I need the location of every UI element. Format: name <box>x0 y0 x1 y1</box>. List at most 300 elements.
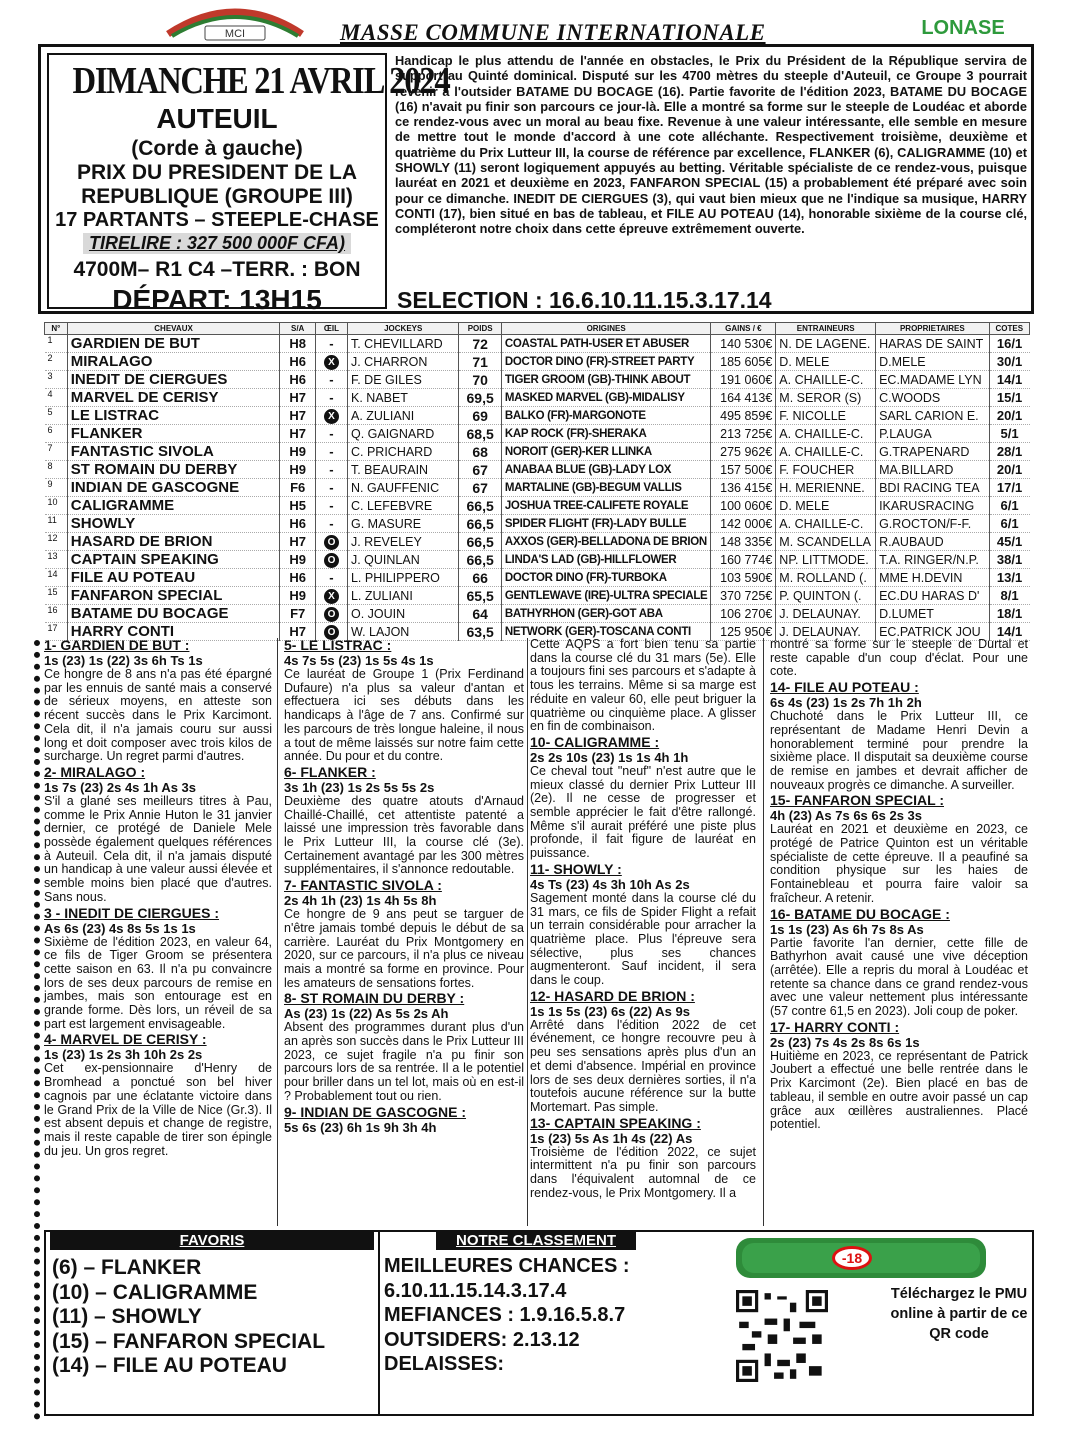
runner-number: 2 <box>45 353 68 371</box>
horse-comment-title: 6- FLANKER : <box>284 763 376 780</box>
runner-blinkers: - <box>315 425 347 443</box>
runner-origin: BATHYRHON (GER)-GOT ABA <box>501 605 711 623</box>
horse-comment-text: Sixième de l'édition 2023, en valeur 64, ce fils de Tiger Groom se présentera cette saison en 63. Il n'a pu convaincre lors de ses deux parcours de remise en jambes, mais son entourage est en grande forme. Dès lors, un réveil de sa part est largement envisageable. <box>44 934 272 1031</box>
runner-number: 15 <box>45 587 68 605</box>
horse-performance: 1s 1s 5s (23) 6s (22) As 9s <box>530 1003 690 1019</box>
race-partants: 17 PARTANTS – STEEPLE-CHASE <box>55 209 379 231</box>
runner-earnings: 140 530€ <box>711 335 776 353</box>
runner-jockey: T. CHEVILLARD <box>347 335 458 353</box>
favoris-list <box>52 1256 376 1379</box>
runner-earnings: 160 774€ <box>711 551 776 569</box>
runner-blinkers: - <box>315 443 347 461</box>
runner-number: 10 <box>45 497 68 515</box>
runner-weight: 68 <box>459 443 501 461</box>
mci-logo <box>160 4 310 42</box>
runner-odds: 15/1 <box>989 389 1029 407</box>
horse-performance: 2s 2s 10s (23) 1s 1s 4h 1h <box>530 749 689 765</box>
runner-jockey: Q. GAIGNARD <box>347 425 458 443</box>
horse-comment-title: 4- MARVEL DE CERISY : <box>44 1031 207 1048</box>
runner-blinkers: - <box>315 569 347 587</box>
table-row <box>45 353 1030 371</box>
runner-origin: DOCTOR DINO (FR)-STREET PARTY <box>501 353 711 371</box>
page-title: MASSE COMMUNE INTERNATIONALE <box>340 20 766 45</box>
table-row <box>45 605 1030 623</box>
runner-blinkers: - <box>315 371 347 389</box>
horse-comment-title: 14- FILE AU POTEAU : <box>770 679 919 696</box>
delaisses: DELAISSES: <box>384 1353 505 1376</box>
blinkers-icon: X <box>324 409 339 424</box>
runner-owner: MA.BILLARD <box>876 461 990 479</box>
runner-blinkers <box>315 587 347 605</box>
runner-sex-age: H9 <box>280 587 316 605</box>
runner-owner: EC.DU HARAS D' <box>876 587 990 605</box>
runner-odds: 8/1 <box>989 587 1029 605</box>
runner-odds: 18/1 <box>989 605 1029 623</box>
runner-owner: D.LUMET <box>876 605 990 623</box>
runner-sex-age: H8 <box>280 335 316 353</box>
runner-sex-age: H7 <box>280 407 316 425</box>
runner-earnings: 370 725€ <box>711 587 776 605</box>
runner-weight: 68,5 <box>459 425 501 443</box>
logo-left-text: MCI <box>224 28 246 40</box>
race-distance: 4700M– R1 C4 –TERR. : BON <box>73 258 361 281</box>
horse-comment-text: Ce lauréat de Groupe 1 (Prix Ferdinand Dufaure) n'a plus sa valeur d'antan et effectuera ici ses débuts dans les handicaps à l'âge de 7 ans. Confirmé sur les parcours de très longue haleine, il nous a tout de même laissés sur notre faim cette année. Du pour et du contre. <box>284 667 524 764</box>
horse-performance: 2s (23) 7s 4s 2s 8s 6s 1s <box>770 1034 920 1050</box>
table-row <box>45 515 1030 533</box>
horse-comment-title: 17- HARRY CONTI : <box>770 1018 900 1035</box>
runner-number: 14 <box>45 569 68 587</box>
race-info-panel <box>47 53 450 315</box>
runner-jockey: W. LAJON <box>347 623 458 641</box>
runner-blinkers <box>315 407 347 425</box>
runner-blinkers: - <box>315 515 347 533</box>
runner-origin: MARTALINE (GB)-BEGUM VALLIS <box>501 479 711 497</box>
runner-name: ST ROMAIN DU DERBY <box>67 461 280 479</box>
horse-performance: 6s 4s (23) 1s 2s 7h 1h 2h <box>770 695 922 711</box>
horse-comment-title: 9- INDIAN DE GASCOGNE : <box>284 1103 467 1120</box>
horse-comment-title: 3 - INEDIT DE CIERGUES : <box>44 904 220 921</box>
horse-comment-text: Lauréat en 2021 et deuxième en 2023, ce protégé de Patrice Quinton est un véritable spécialiste de cette épreuve. Il a peaufiné sa condition physique sur les haies de Fontainebleau et pourra faire valoir sa fraîcheur. A retenir. <box>770 822 1028 905</box>
horse-comment-text: Deuxième des quatre atouts d'Arnaud Chaillé-Chaillé, cet attentiste patenté a laissé une impression très favorable dans le Prix Lutteur III, la course clé (3e). Certainement avantagé par les 300 mètres supplémentaires, il s'annonce redoutable. <box>284 793 524 877</box>
runner-weight: 65,5 <box>459 587 501 605</box>
runner-trainer: N. DE LAGENE. <box>776 335 876 353</box>
runner-earnings: 100 060€ <box>711 497 776 515</box>
runner-trainer: H. MERIENNE. <box>776 479 876 497</box>
runner-odds: 38/1 <box>989 551 1029 569</box>
logo-right-text: LONASE <box>921 17 1005 39</box>
favori-item: (15) – FANFARON SPECIAL <box>52 1329 326 1353</box>
col-header-cotes: COTES <box>989 323 1029 335</box>
favoris-title: FAVORIS <box>50 1232 374 1250</box>
runner-origin: ANABAA BLUE (GB)-LADY LOX <box>501 461 711 479</box>
runner-number: 7 <box>45 443 68 461</box>
meilleures-label: MEILLEURES CHANCES : <box>384 1255 630 1277</box>
column-divider <box>527 638 528 1226</box>
runner-weight: 66,5 <box>459 515 501 533</box>
runner-odds: 6/1 <box>989 515 1029 533</box>
runner-weight: 66,5 <box>459 533 501 551</box>
horse-performance: As 6s (23) 4s 8s 5s 1s 1s <box>44 920 196 936</box>
runner-sex-age: F7 <box>280 605 316 623</box>
runner-owner: G.ROCTON/F-F. <box>876 515 990 533</box>
runner-earnings: 191 060€ <box>711 371 776 389</box>
runner-earnings: 275 962€ <box>711 443 776 461</box>
favori-item: (11) – SHOWLY <box>52 1305 202 1328</box>
runner-number: 6 <box>45 425 68 443</box>
runner-origin: MASKED MARVEL (GB)-MIDALISY <box>501 389 711 407</box>
runner-jockey: K. NABET <box>347 389 458 407</box>
runner-sex-age: H7 <box>280 533 316 551</box>
promo-inner <box>742 1243 980 1273</box>
runner-name: FILE AU POTEAU <box>67 569 280 587</box>
race-depart: DÉPART: 13H15 <box>112 284 322 315</box>
horse-comment-title: 1- GARDIEN DE BUT : <box>44 637 190 653</box>
blinkers-icon: X <box>324 589 339 604</box>
horse-comment-title: 16- BATAME DU BOCAGE : <box>770 905 950 922</box>
runner-blinkers: - <box>315 335 347 353</box>
runner-trainer: J. DELAUNAY. <box>776 605 876 623</box>
runner-weight: 64 <box>459 605 501 623</box>
runner-name: MARVEL DE CERISY <box>67 389 280 407</box>
runner-name: FANFARON SPECIAL <box>67 587 280 605</box>
runner-weight: 67 <box>459 479 501 497</box>
classement-list <box>384 1254 724 1377</box>
runner-number: 16 <box>45 605 68 623</box>
runner-blinkers: - <box>315 497 347 515</box>
runner-weight: 63,5 <box>459 623 501 641</box>
horse-comment-text: Ce hongre de 9 ans peut se targuer de n'être jamais tombé depuis le début de sa carrière. Lauréat du Prix Montgomery en 2020, sur ce parcours, il n'a plus ce niveau mais a montré sa forme en province. Pour les amateurs de sensations fortes. <box>284 907 524 990</box>
hood-icon: O <box>324 535 339 550</box>
runner-jockey: A. ZULIANI <box>347 407 458 425</box>
runner-trainer: J. DELAUNAY. <box>776 623 876 641</box>
runner-sex-age: H9 <box>280 551 316 569</box>
runner-earnings: 213 725€ <box>711 425 776 443</box>
horse-comment-text: Partie favorite l'an dernier, cette fille de Bathyrhon avait causé une vive déception (arrêtée). Elle a repris du moral à Loudéac et retente sa chance dans ce grand rendez-vous avec une valeur nettement plus intéressante (57 contre 61,5 en 2023). Joli coup de poker. <box>770 935 1028 1019</box>
runner-name: FANTASTIC SIVOLA <box>67 443 280 461</box>
runner-sex-age: H7 <box>280 389 316 407</box>
qr-download-text: Téléchargez le PMU online à partir de ce QR code <box>890 1286 1028 1342</box>
runner-origin: NETWORK (GER)-TOSCANA CONTI <box>501 623 711 641</box>
runner-number: 5 <box>45 407 68 425</box>
horse-performance: 2s 4h 1h (23) 1s 4h 5s 8h <box>284 893 437 909</box>
selection-line: SELECTION : 16.6.10.11.15.3.17.14 <box>397 287 772 313</box>
table-row <box>45 371 1030 389</box>
race-prix-line1: PRIX DU PRESIDENT DE LA <box>76 161 358 184</box>
runner-trainer: P. QUINTON (. <box>776 587 876 605</box>
runner-sex-age: H6 <box>280 353 316 371</box>
runner-blinkers: - <box>315 461 347 479</box>
horse-comment-text: Ce hongre de 8 ans n'a pas été épargné par les ennuis de santé mais a conservé de sérieux moyens, en atteste son récent succès dans le Prix Karcimont. Cela dit, il n'a jamais couru sur aussi long et doit composer avec trois kilos de surcharge. Un regret parmi d'autres. <box>44 667 272 764</box>
hood-icon: O <box>324 553 339 568</box>
runner-jockey: L. PHILIPPERO <box>347 569 458 587</box>
runner-blinkers: - <box>315 479 347 497</box>
horse-comment-text: Sagement monté dans la course clé du 31 mars, ce fils de Spider Flight a refait un terrain considérable pour arracher la quatrième place. Plus l'épreuve sera sélective, plus ses chances augmenteront. Sauf incident, il sera dans le coup. <box>530 890 756 988</box>
column-divider <box>763 638 764 1226</box>
race-description: Handicap le plus attendu de l'année en obstacles, le Prix du Président de la République servira de support au Quinté dominical. Disputé sur les 4700 mètres du steeple d'Auteuil, ce Groupe 3 pourrait revenir à l'outsider BATAME DU BOCAGE (16). Partie favorite de l'édition 2023, BATAME DU BOCAGE (16) n'avait pu finir son parcours ce jour-là. Elle a montré sa forme sur le steeple de Loudéac et aborde ce rendez-vous avec un moral au beau fixe. Revenue à une valeur intéressante, elle semble en mesure de mettre tout le monde d'accord à une cote alléchante. Respectivement troisième, deuxième et quatrième du Prix Lutteur III, la course de référence par excellence, FLANKER (6), CALIGRAMME (10) et SHOWLY (11) seront logiquement appuyés au betting. Véritable spécialiste de ce rendez-vous, puisque lauréat en 2021 et deuxième en 2023, FANFARON SPECIAL (15) a probablement été préparé avec soin pour ce dimanche. INEDIT DE CIERGUES (3), qui vaut bien mieux que ne l'indique sa musique, HARRY CONTI (17), bien situé en bas de tableau, et FILE AU POTEAU (14), honorable sixième de la course clé, compléteront notre choix dans cette épreuve extrêmement ouverte. <box>395 53 1027 237</box>
race-corde: (Corde à gauche) <box>131 137 303 160</box>
race-prix-line2: REPUBLIQUE (GROUPE III) <box>81 185 353 208</box>
runner-owner: HARAS DE SAINT <box>876 335 990 353</box>
runner-name: GARDIEN DE BUT <box>67 335 280 353</box>
runner-odds: 16/1 <box>989 335 1029 353</box>
horse-performance: 1s (23) 1s 2s 3h 10h 2s 2s <box>44 1047 203 1063</box>
horse-comment-title: 11- SHOWLY : <box>530 860 622 877</box>
runner-name: FLANKER <box>67 425 280 443</box>
runner-number: 3 <box>45 371 68 389</box>
runner-number: 8 <box>45 461 68 479</box>
blinkers-icon: X <box>324 355 339 370</box>
runner-name: INEDIT DE CIERGUES <box>67 371 280 389</box>
runner-owner: BDI RACING TEA <box>876 479 990 497</box>
horse-comment-text: Troisième de l'édition 2022, ce sujet intermittent n'a pu finir son parcours dans l'équivalent automnal de ce rendez-vous, le Prix Montgomery. Il a <box>530 1144 756 1200</box>
runner-jockey: F. DE GILES <box>347 371 458 389</box>
runner-trainer: M. SCANDELLA <box>776 533 876 551</box>
runner-number: 13 <box>45 551 68 569</box>
runner-weight: 72 <box>459 335 501 353</box>
runner-jockey: J. REVELEY <box>347 533 458 551</box>
runner-owner: G.TRAPENARD <box>876 443 990 461</box>
col-header-entraineurs: ENTRAINEURS <box>776 323 876 335</box>
runner-trainer: M. ROLLAND (. <box>776 569 876 587</box>
race-tirelire: TIRELIRE : 327 500 000F CFA) <box>83 233 351 254</box>
runner-number: 4 <box>45 389 68 407</box>
horse-comment-text: Ce cheval tout "neuf" n'est autre que le mieux classé du dernier Prix Lutteur III (2e). Il ne cesse de progresser et semble apprécier le fait d'être rallongé. Même s'il aurait préféré une piste plus profonde, il fait figure de lauréat en puissance. <box>530 763 756 861</box>
runner-number: 17 <box>45 623 68 641</box>
runner-origin: JOSHUA TREE-CALIFETE ROYALE <box>501 497 711 515</box>
box-divider <box>378 1232 380 1414</box>
runner-jockey: G. MASURE <box>347 515 458 533</box>
runner-weight: 69 <box>459 407 501 425</box>
promo-banner <box>736 1238 986 1278</box>
horse-comment-text: Absent des programmes durant plus d'un an après son succès dans le Prix Lutteur III 2023, ce sujet fragile n'a pu finir son parcours lors de sa rentrée. Il a le potentiel pour briller dans un tel lot, mais où en est-il ? Probablement tout ou rien. <box>284 1020 524 1103</box>
runner-jockey: N. GAUFFENIC <box>347 479 458 497</box>
runner-earnings: 142 000€ <box>711 515 776 533</box>
runner-owner: EC.PATRICK JOU <box>876 623 990 641</box>
runner-trainer: D. MELE <box>776 353 876 371</box>
comments-column-2 <box>284 638 524 1135</box>
runner-weight: 66 <box>459 569 501 587</box>
runner-name: CAPTAIN SPEAKING <box>67 551 280 569</box>
horse-comment-text: Cette AQPS a fort bien tenu sa partie dans la course clé du 31 mars (5e). Elle a toujours fini ses parcours et s'adapte à tous les terrains. Même si sa marge est réduite en valeur 60, elle peut briguer la quatrième ou cinquième place. A glisser en fin de combinaison. <box>530 637 756 734</box>
runner-odds: 14/1 <box>989 371 1029 389</box>
bottom-summary-box <box>44 1230 1034 1416</box>
runner-trainer: M. SEROR (S) <box>776 389 876 407</box>
hood-icon: O <box>324 607 339 622</box>
horse-comment-text: montré sa forme sur le steeple de Durtal et reste capable d'un coup d'éclat. Pour une cote. <box>770 637 1028 679</box>
horse-comment-title: 8- ST ROMAIN DU DERBY : <box>284 990 465 1007</box>
runner-origin: KAP ROCK (FR)-SHERAKA <box>501 425 711 443</box>
horse-performance: 1s (23) 1s (22) 3s 6h Ts 1s <box>44 653 203 668</box>
runner-name: INDIAN DE GASCOGNE <box>67 479 280 497</box>
runner-origin: SPIDER FLIGHT (FR)-LADY BULLE <box>501 515 711 533</box>
runner-jockey: C. LEFEBVRE <box>347 497 458 515</box>
runner-name: BATAME DU BOCAGE <box>67 605 280 623</box>
runner-owner: P.LAUGA <box>876 425 990 443</box>
runners-table <box>44 322 1030 641</box>
runner-sex-age: F6 <box>280 479 316 497</box>
table-row <box>45 497 1030 515</box>
runner-odds: 20/1 <box>989 407 1029 425</box>
runner-earnings: 106 270€ <box>711 605 776 623</box>
runner-earnings: 136 415€ <box>711 479 776 497</box>
runner-number: 11 <box>45 515 68 533</box>
runner-sex-age: H6 <box>280 569 316 587</box>
lonase-logo <box>908 12 1018 40</box>
runner-weight: 70 <box>459 371 501 389</box>
runner-trainer: A. CHAILLE-C. <box>776 443 876 461</box>
runner-jockey: L. ZULIANI <box>347 587 458 605</box>
col-header-num: N° <box>45 323 68 335</box>
col-header-poids: POIDS <box>459 323 501 335</box>
runner-jockey: J. QUINLAN <box>347 551 458 569</box>
age-restriction-badge: -18 <box>832 1246 872 1270</box>
runner-trainer: F. FOUCHER <box>776 461 876 479</box>
runner-number: 1 <box>45 335 68 353</box>
runner-owner: SARL CARION E. <box>876 407 990 425</box>
runner-odds: 6/1 <box>989 497 1029 515</box>
table-row <box>45 551 1030 569</box>
horse-performance: 1s 1s (23) As 6h 7s 8s As <box>770 921 924 937</box>
runner-jockey: O. JOUIN <box>347 605 458 623</box>
runner-odds: 28/1 <box>989 443 1029 461</box>
runner-sex-age: H9 <box>280 443 316 461</box>
table-row <box>45 389 1030 407</box>
horse-performance: 4h (23) As 7s 6s 6s 2s 3s <box>770 808 923 824</box>
horse-comment-text: Chuchoté dans le Prix Lutteur III, ce représentant de Madame Henri Devin a honorablement terminé pour prendre la sixième place. Il disputait sa deuxième course de remise en jambes et devrait afficher de nouveaux progrès ce dimanche. A surveiller. <box>770 709 1028 792</box>
runner-jockey: C. PRICHARD <box>347 443 458 461</box>
runner-weight: 66,5 <box>459 551 501 569</box>
table-row <box>45 443 1030 461</box>
runner-origin: BALKO (FR)-MARGONOTE <box>501 407 711 425</box>
runner-odds: 45/1 <box>989 533 1029 551</box>
horse-comment-text: Huitième en 2023, ce représentant de Patrick Joubert a effectué une belle rentrée dans le Prix Karcimont (2e). Bien placé en bas de tableau, il semble en outre avoir passé un cap grâce aux œillères australiennes. Placé potentiel. <box>770 1048 1028 1132</box>
horse-comment-text: S'il a glané ses meilleurs titres à Pau, comme le Prix Annie Huton le 31 janvier dernier, ce protégé de Daniele Mele possède également quelques références à Auteuil. Cela dit, il n'a jamais disputé un handicap à une valeur aussi élevée et semble moins bien placé que d'autres. Sans nous. <box>44 793 272 904</box>
horse-comment-title: 2- MIRALAGO : <box>44 763 146 780</box>
dotted-margin <box>34 640 40 1420</box>
runner-blinkers <box>315 551 347 569</box>
race-summary-box <box>38 44 1034 314</box>
runner-earnings: 125 950€ <box>711 623 776 641</box>
horse-comments <box>44 638 1030 1228</box>
runner-origin: AXXOS (GER)-BELLADONA DE BRION <box>501 533 711 551</box>
runner-origin: DOCTOR DINO (FR)-TURBOKA <box>501 569 711 587</box>
comments-column-4 <box>770 638 1028 1133</box>
runner-earnings: 164 413€ <box>711 389 776 407</box>
runner-owner: EC.MADAME LYN <box>876 371 990 389</box>
runner-odds: 30/1 <box>989 353 1029 371</box>
runner-trainer: A. CHAILLE-C. <box>776 515 876 533</box>
runner-blinkers: - <box>315 389 347 407</box>
runner-blinkers <box>315 353 347 371</box>
runner-sex-age: H6 <box>280 515 316 533</box>
runner-owner: R.AUBAUD <box>876 533 990 551</box>
horse-comment-title: 12- HASARD DE BRION : <box>530 987 695 1004</box>
runner-earnings: 103 590€ <box>711 569 776 587</box>
runner-origin: TIGER GROOM (GB)-THINK ABOUT <box>501 371 711 389</box>
runner-origin: COASTAL PATH-USER ET ABUSER <box>501 335 711 353</box>
comments-column-1 <box>44 638 272 1159</box>
runner-owner: MME H.DEVIN <box>876 569 990 587</box>
horse-comment-title: 13- CAPTAIN SPEAKING : <box>530 1114 701 1131</box>
qr-code-icon[interactable] <box>736 1290 828 1382</box>
table-row <box>45 587 1030 605</box>
mefiances: MEFIANCES : 1.9.16.5.8.7 <box>384 1304 626 1327</box>
favori-item: (10) – CALIGRAMME <box>52 1280 258 1304</box>
runner-number: 9 <box>45 479 68 497</box>
hood-icon: O <box>324 625 339 640</box>
runner-jockey: T. BEAURAIN <box>347 461 458 479</box>
runner-owner: D.MELE <box>876 353 990 371</box>
runner-sex-age: H5 <box>280 497 316 515</box>
col-header-oeil: ŒIL <box>315 323 347 335</box>
horse-performance: 1s (23) 5s As 1h 4s (22) As <box>530 1130 693 1146</box>
runner-odds: 13/1 <box>989 569 1029 587</box>
runners-body <box>45 335 1030 641</box>
horse-performance: 4s 7s 5s (23) 1s 5s 4s 1s <box>284 653 434 668</box>
runner-number: 12 <box>45 533 68 551</box>
favori-item: (6) – FLANKER <box>52 1256 202 1279</box>
runner-weight: 69,5 <box>459 389 501 407</box>
col-header-sa: S/A <box>280 323 316 335</box>
outsiders: OUTSIDERS: 2.13.12 <box>384 1328 580 1351</box>
comments-column-3 <box>530 638 756 1202</box>
runner-weight: 67 <box>459 461 501 479</box>
runner-sex-age: H7 <box>280 623 316 641</box>
runner-jockey: J. CHARRON <box>347 353 458 371</box>
runner-earnings: 495 859€ <box>711 407 776 425</box>
page-header <box>40 4 1040 44</box>
meilleures-value: 6.10.11.15.14.3.17.4 <box>384 1279 567 1302</box>
runner-blinkers <box>315 533 347 551</box>
runner-name: LE LISTRAC <box>67 407 280 425</box>
runner-odds: 20/1 <box>989 461 1029 479</box>
runner-odds: 14/1 <box>989 623 1029 641</box>
runner-trainer: D. MELE <box>776 497 876 515</box>
horse-performance: As (23) 1s (22) As 5s 2s Ah <box>284 1006 449 1022</box>
table-row <box>45 425 1030 443</box>
runner-name: MIRALAGO <box>67 353 280 371</box>
runner-owner: IKARUSRACING <box>876 497 990 515</box>
horse-performance: 3s 1h (23) 1s 2s 5s 5s 2s <box>284 779 435 795</box>
horse-comment-title: 15- FANFARON SPECIAL : <box>770 792 944 809</box>
race-venue: AUTEUIL <box>156 103 278 134</box>
runner-weight: 66,5 <box>459 497 501 515</box>
horse-comment-text: Arrêté dans l'édition 2022 de cet événement, ce hongre recouvre peu à peu ses sensations après plus d'un an et demi d'absence. Impérial en province lors de ses deux dernières sorties, il n'a toutefois aucune référence sur la butte Mortemart. Pas simple. <box>530 1017 756 1114</box>
runner-owner: T.A. RINGER/N.P. <box>876 551 990 569</box>
horse-comment-title: 5- LE LISTRAC : <box>284 637 392 653</box>
table-row <box>45 407 1030 425</box>
table-row <box>45 533 1030 551</box>
table-row <box>45 569 1030 587</box>
table-row <box>45 479 1030 497</box>
runner-odds: 17/1 <box>989 479 1029 497</box>
table-row <box>45 335 1030 353</box>
race-date: DIMANCHE 21 AVRIL 2024 <box>72 60 450 102</box>
col-header-chevaux: CHEVAUX <box>67 323 280 335</box>
horse-performance: 4s Ts (23) 4s 3h 10h As 2s <box>530 876 690 892</box>
runner-weight: 71 <box>459 353 501 371</box>
favori-item: (14) – FILE AU POTEAU <box>52 1354 287 1377</box>
runner-earnings: 157 500€ <box>711 461 776 479</box>
col-header-jockeys: JOCKEYS <box>347 323 458 335</box>
runner-sex-age: H9 <box>280 461 316 479</box>
column-divider <box>277 638 278 1226</box>
table-header-row <box>45 323 1030 335</box>
runner-name: CALIGRAMME <box>67 497 280 515</box>
runner-trainer: A. CHAILLE-C. <box>776 371 876 389</box>
runner-earnings: 185 605€ <box>711 353 776 371</box>
runner-trainer: A. CHAILLE-C. <box>776 425 876 443</box>
